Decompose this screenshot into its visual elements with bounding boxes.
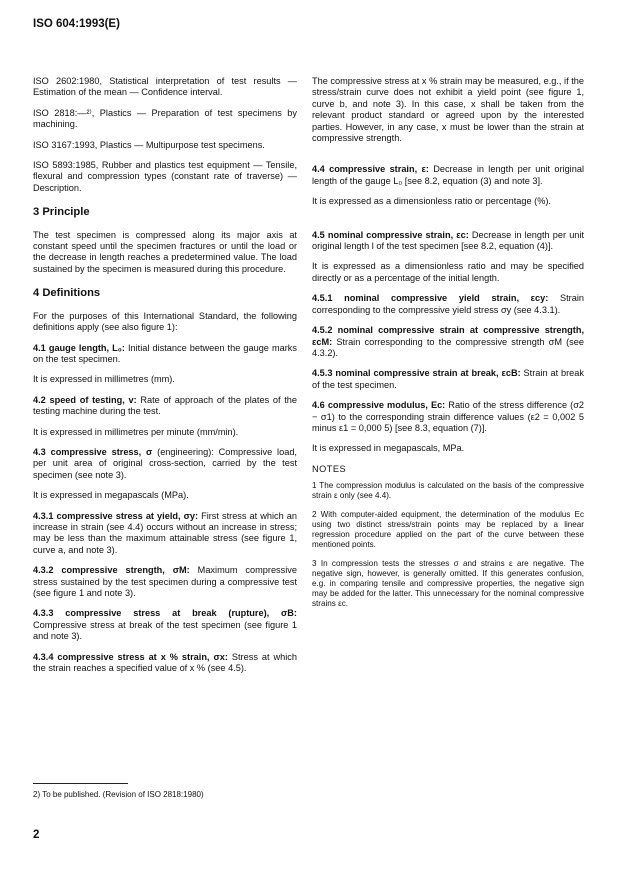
section-3-text: The test specimen is compressed along its major axis at constant speed until the specimen fractures or until the load or the decrease in length reaches a predetermined value. The load sustained by the specimen is measured during this procedure. (33, 229, 297, 274)
definition-4-3-2-text: Maximum compressive stress sustained by the test specimen during a compressive test (see figure 1 and note 3). (33, 565, 297, 598)
stress-at-strain-paragraph: The compressive stress at x % strain may be measured, e.g., if the stress/strain curve does not exhibit a yield point (see figure 1, curve b, and note 3). In this case, x shall be taken from the relevant product standard or agreed upon by the interested parties. However, in any case, x must be lower than the strain at compressive strength. (312, 76, 584, 144)
definition-4-4-text: Decrease in length per unit original length of the gauge L₀ [see 8.2, equation (3) and note 3]. (312, 164, 584, 186)
definition-4-5-1-text: Strain corresponding to the compressive yield stress σy (see 4.3.1). (312, 293, 584, 315)
definition-4-5 (312, 230, 584, 253)
definition-4-3-1 (33, 511, 297, 557)
reference-iso-5893: ISO 5893:1985, Rubber and plastics test equipment — Tensile, flexural and compression types (constant rate of traverse) — Description. (33, 160, 297, 193)
section-4-heading: 4 Definitions (33, 287, 101, 300)
definition-4-5-1-term: 4.5.1 nominal compressive yield strain, εcy: (312, 293, 549, 304)
left-column (33, 76, 297, 683)
definition-4-1-text: Initial distance between the gauge marks on the test specimen. (33, 342, 297, 364)
definition-4-6-term: 4.6 compressive modulus, Ec: (312, 400, 446, 411)
section-4-intro: For the purposes of this International Standard, the following definitions apply (see also figure 1): (33, 310, 297, 333)
definition-4-1 (33, 343, 297, 366)
definition-4-3-2-term: 4.3.2 compressive strength, σM: (33, 565, 190, 576)
definition-4-5-2 (312, 325, 584, 359)
page-number: 2 (33, 829, 40, 841)
reference-iso-2602: ISO 2602:1980, Statistical interpretation of test results — Estimation of the mean — Confidence interval. (33, 76, 297, 98)
reference-iso-3167: ISO 3167:1993, Plastics — Multipurpose test specimens. (33, 139, 265, 150)
definition-4-3-1-term: 4.3.1 compressive stress at yield, σy: (33, 510, 199, 521)
definition-4-2 (33, 395, 297, 418)
notes-heading: NOTES (312, 463, 347, 474)
definition-4-4-unit: It is expressed as a dimensionless ratio or percentage (%). (312, 196, 551, 207)
definition-4-5-3-term: 4.5.3 nominal compressive strain at break, εcB: (312, 368, 521, 379)
definition-4-5-2-term: 4.5.2 nominal compressive strain at compressive strength, εcM: (312, 325, 584, 347)
definition-4-5-unit: It is expressed as a dimensionless ratio and may be specified directly or as a percentage of the initial length. (312, 261, 584, 283)
note-1: 1 The compression modulus is calculated on the basis of the compressive strain ε only (see 4.4). (312, 481, 584, 501)
definition-4-3-unit: It is expressed in megapascals (MPa). (33, 490, 189, 501)
reference-iso-2818: ISO 2818:—²⁾, Plastics — Preparation of test specimens by machining. (33, 107, 297, 130)
definition-4-3-4-text: Stress at which the strain reaches a specified value of x % (see 4.5). (33, 651, 297, 674)
definition-4-5-3-text: Strain at break of the test specimen. (312, 368, 584, 390)
definition-4-3-1-text: First stress at which an increase in strain (see 4.4) occurs without an increase in stress; may be less than the maximum attainable stress (see figure 1, curve a, and note 3). (33, 510, 297, 555)
note-2: 2 With computer-aided equipment, the determination of the modulus Ec using two distinct stress/strain points may be replaced by a linear regression procedure applied on the part of the curve between these mentioned points. (312, 510, 584, 550)
right-column (312, 76, 584, 618)
note-3: 3 In compression tests the stresses σ and strains ε are negative. The negative sign, however, is generally omitted. If this generates confusion, e.g. in comparing tensile and compressive properties, the negative sign may be added for the latter. This unnecessary for the nominal compressive strains εc. (312, 559, 584, 609)
definition-4-5-term: 4.5 nominal compressive strain, εc: (312, 229, 469, 240)
section-3-heading: 3 Principle (33, 206, 90, 219)
definition-4-3-3 (33, 608, 297, 642)
document-id: ISO 604:1993(E) (33, 18, 120, 30)
definition-4-5-1 (312, 293, 584, 316)
definition-4-1-term: 4.1 gauge length, L₀: (33, 342, 125, 353)
footnote-divider (33, 783, 128, 784)
definition-4-4 (312, 164, 584, 187)
definition-4-5-3 (312, 368, 584, 391)
footnote: 2) To be published. (Revision of ISO 2818:1980) (33, 790, 204, 799)
definition-4-6-unit: It is expressed in megapascals, MPa. (312, 443, 465, 454)
definition-4-2-unit: It is expressed in millimetres per minute (mm/min). (33, 426, 239, 437)
definition-4-6-text: Ratio of the stress difference (σ2 − σ1) to the corresponding strain difference values (ε2 = 0,002 5 minus ε1 = 0,000 5) [see 8.3, equation (7)]. (312, 400, 584, 433)
definition-4-3-4 (33, 652, 297, 675)
definition-4-5-2-text: Strain corresponding to the compressive strength σM (see 4.3.2). (312, 336, 584, 358)
definition-4-3-text: (engineering): Compressive load, per unit area of original cross-section, carried by the test specimen (see note 3). (33, 446, 297, 480)
definition-4-3-4-term: 4.3.4 compressive stress at x % strain, σx: (33, 651, 228, 662)
definition-4-3-3-term: 4.3.3 compressive stress at break (rupture), σB: (33, 608, 297, 619)
definition-4-2-text: Rate of approach of the plates of the testing machine during the test. (33, 394, 298, 417)
definition-4-2-term: 4.2 speed of testing, v: (33, 394, 137, 405)
definition-4-3-3-text: Compressive stress at break of the test specimen (see figure 1 and note 3). (33, 619, 297, 642)
definition-4-3-term: 4.3 compressive stress, σ (33, 446, 153, 457)
definition-4-5-text: Decrease in length per unit original length l of the test specimen [see 8.2, equation (4)]. (312, 229, 585, 252)
definition-4-6 (312, 400, 584, 434)
definition-4-3 (33, 447, 297, 481)
definition-4-1-unit: It is expressed in millimetres (mm). (33, 374, 175, 385)
definition-4-3-2 (33, 565, 297, 599)
definition-4-4-term: 4.4 compressive strain, ε: (312, 164, 429, 175)
